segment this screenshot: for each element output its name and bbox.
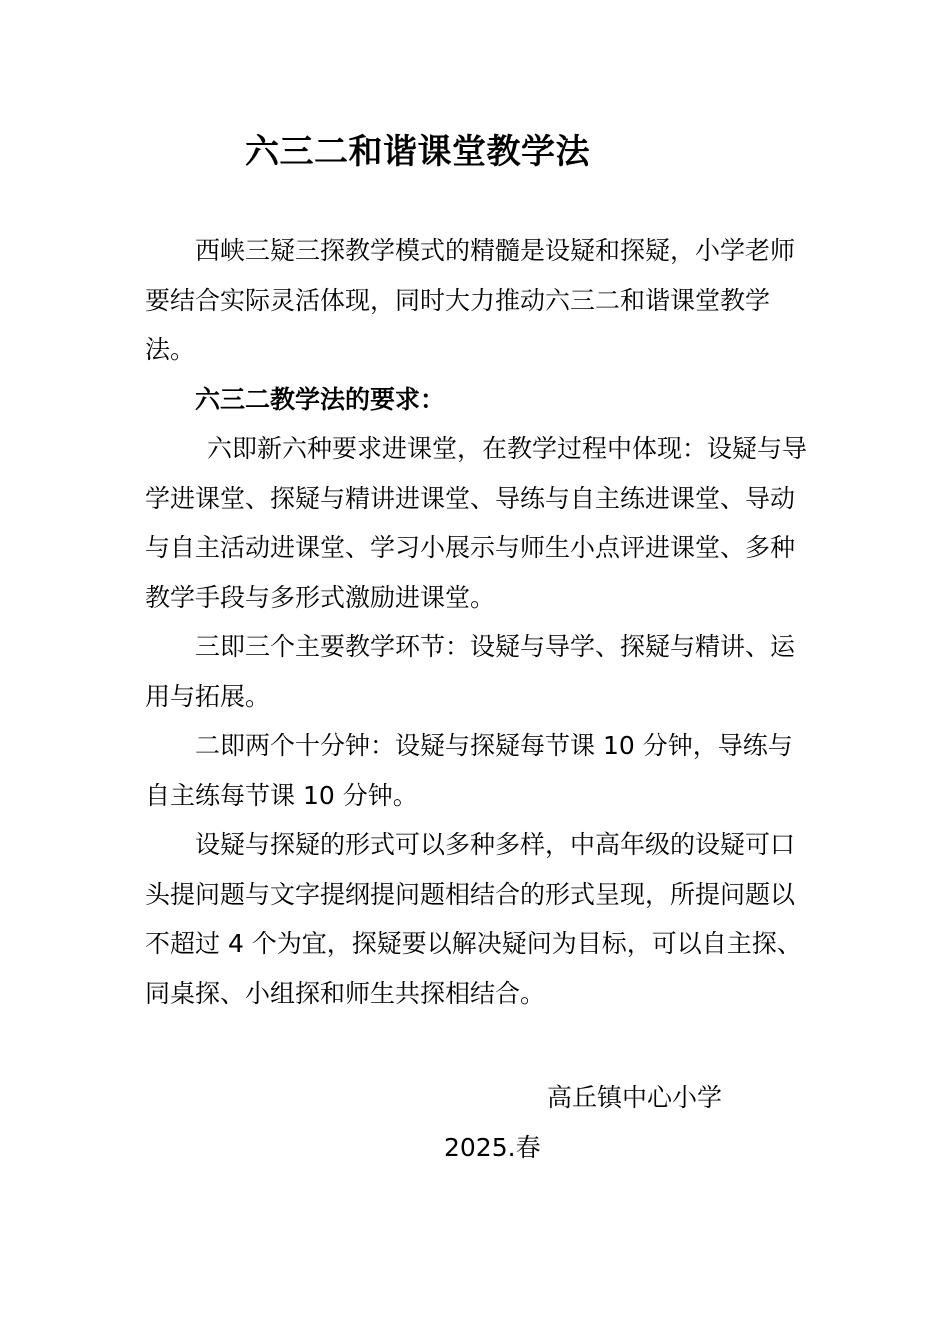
question-forms-paragraph: 设疑与探疑的形式可以多种多样，中高年级的设疑可口头提问题与文字提纲提问题相结合的形式呈现，所提问题以不超过 4 个为宜，探疑要以解决疑问为目标，可以自主探、同桌探、小组探和师生共探相结合。 [145, 830, 802, 1008]
document-title: 六三二和谐课堂教学法 [245, 132, 590, 172]
signature-date: 2025.春 [444, 1133, 541, 1162]
six-requirements-paragraph: 六即新六种要求进课堂，在教学过程中体现：设疑与导学进课堂、探疑与精讲进课堂、导练与自主练进课堂、导动与自主活动进课堂、学习小展示与师生小点评进课堂、多种教学手段与多形式激励进课堂。 [145, 434, 808, 612]
signature-school: 高丘镇中心小学 [547, 1083, 723, 1112]
three-steps-paragraph: 三即三个主要教学环节：设疑与导学、探疑与精讲、运用与拓展。 [145, 632, 796, 711]
intro-paragraph: 西峡三疑三探教学模式的精髓是设疑和探疑，小学老师要结合实际灵活体现，同时大力推动六三二和谐课堂教学法。 [145, 236, 796, 364]
document-body [145, 226, 815, 1018]
two-ten-minutes-paragraph: 二即两个十分钟：设疑与探疑每节课 10 分钟，导练与自主练每节课 10 分钟。 [145, 731, 793, 810]
requirements-heading: 六三二教学法的要求： [195, 384, 446, 414]
